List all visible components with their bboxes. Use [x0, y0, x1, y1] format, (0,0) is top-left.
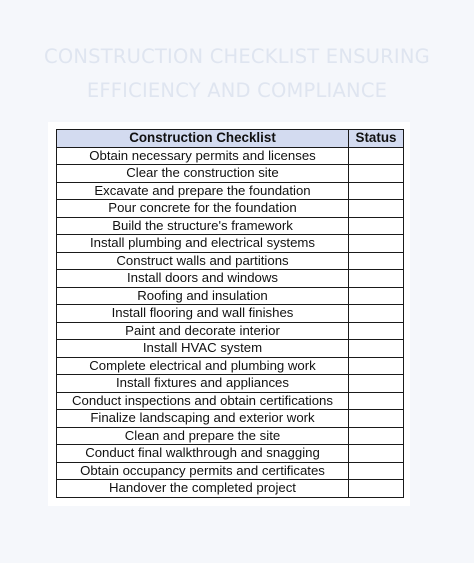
status-cell[interactable]: [349, 270, 404, 288]
table-row: [57, 165, 404, 183]
page-title-line-1: CONSTRUCTION CHECKLIST ENSURING: [44, 45, 430, 68]
column-header-status: Status: [349, 130, 404, 148]
table-row: [57, 305, 404, 323]
page-title-line-2: EFFICIENCY AND COMPLIANCE: [86, 79, 388, 102]
page-title: [0, 40, 474, 108]
table-row: [57, 200, 404, 218]
status-cell[interactable]: [349, 375, 404, 393]
status-cell[interactable]: [349, 200, 404, 218]
status-cell[interactable]: [349, 427, 404, 445]
table-row: [57, 252, 404, 270]
table-row: [57, 270, 404, 288]
status-cell[interactable]: [349, 340, 404, 358]
column-header-task: Construction Checklist: [57, 130, 349, 148]
task-cell[interactable]: Handover the completed project: [57, 480, 349, 498]
table-row: [57, 427, 404, 445]
table-row: [57, 445, 404, 463]
table-row: [57, 357, 404, 375]
task-cell[interactable]: Install fixtures and appliances: [57, 375, 349, 393]
status-cell[interactable]: [349, 235, 404, 253]
status-cell[interactable]: [349, 322, 404, 340]
task-cell[interactable]: Clean and prepare the site: [57, 427, 349, 445]
table-row: [57, 410, 404, 428]
task-cell[interactable]: Build the structure's framework: [57, 217, 349, 235]
checklist-table: [56, 129, 404, 498]
table-row: [57, 147, 404, 165]
status-cell[interactable]: [349, 480, 404, 498]
status-cell[interactable]: [349, 165, 404, 183]
task-cell[interactable]: Finalize landscaping and exterior work: [57, 410, 349, 428]
task-cell[interactable]: Install doors and windows: [57, 270, 349, 288]
status-cell[interactable]: [349, 147, 404, 165]
status-cell[interactable]: [349, 357, 404, 375]
task-cell[interactable]: Roofing and insulation: [57, 287, 349, 305]
status-cell[interactable]: [349, 462, 404, 480]
status-cell[interactable]: [349, 217, 404, 235]
task-cell[interactable]: Install plumbing and electrical systems: [57, 235, 349, 253]
task-cell[interactable]: Excavate and prepare the foundation: [57, 182, 349, 200]
status-cell[interactable]: [349, 305, 404, 323]
table-row: [57, 375, 404, 393]
task-cell[interactable]: Install flooring and wall finishes: [57, 305, 349, 323]
status-cell[interactable]: [349, 410, 404, 428]
table-row: [57, 392, 404, 410]
table-row: [57, 287, 404, 305]
task-cell[interactable]: Install HVAC system: [57, 340, 349, 358]
header-row: [57, 130, 404, 148]
table-row: [57, 322, 404, 340]
task-cell[interactable]: Paint and decorate interior: [57, 322, 349, 340]
task-cell[interactable]: Obtain necessary permits and licenses: [57, 147, 349, 165]
table-row: [57, 217, 404, 235]
task-cell[interactable]: Construct walls and partitions: [57, 252, 349, 270]
task-cell[interactable]: Conduct inspections and obtain certifications: [57, 392, 349, 410]
task-cell[interactable]: Obtain occupancy permits and certificates: [57, 462, 349, 480]
table-row: [57, 462, 404, 480]
task-cell[interactable]: Conduct final walkthrough and snagging: [57, 445, 349, 463]
task-cell[interactable]: Pour concrete for the foundation: [57, 200, 349, 218]
status-cell[interactable]: [349, 392, 404, 410]
table-row: [57, 182, 404, 200]
table-row: [57, 235, 404, 253]
table-row: [57, 480, 404, 498]
table-row: [57, 340, 404, 358]
status-cell[interactable]: [349, 445, 404, 463]
status-cell[interactable]: [349, 252, 404, 270]
status-cell[interactable]: [349, 182, 404, 200]
status-cell[interactable]: [349, 287, 404, 305]
task-cell[interactable]: Complete electrical and plumbing work: [57, 357, 349, 375]
task-cell[interactable]: Clear the construction site: [57, 165, 349, 183]
